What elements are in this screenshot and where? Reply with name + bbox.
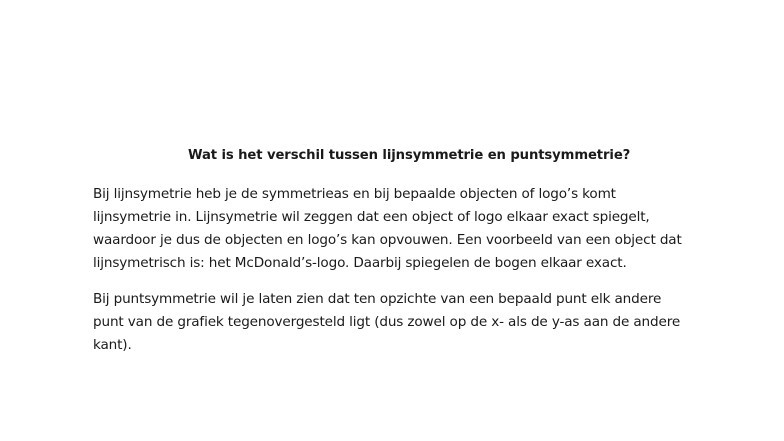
paragraph-line: lijnsymetrie in. Lijnsymetrie wil zeggen dat een object of logo elkaar exact spiegelt, (93, 209, 650, 225)
paragraph-line: waardoor je dus de objecten en logo’s kan opvouwen. Een voorbeeld van een object dat (93, 232, 682, 248)
paragraph-line: kant). (93, 337, 132, 353)
paragraph-line: lijnsymetrisch is: het McDonald’s-logo. Daarbij spiegelen de bogen elkaar exact. (93, 255, 627, 271)
slide-heading: Wat is het verschil tussen lijnsymmetrie en puntsymmetrie? (188, 148, 631, 163)
paragraph-line: Bij puntsymmetrie wil je laten zien dat ten opzichte van een bepaald punt elk andere (93, 291, 662, 307)
paragraph-line: punt van de grafiek tegenovergesteld ligt (dus zowel op de x- als de y-as aan de andere (93, 314, 681, 330)
paragraph-line: Bij lijnsymetrie heb je de symmetrieas en bij bepaalde objecten of logo’s komt (93, 186, 616, 202)
paragraph-point-symmetry (93, 288, 723, 357)
paragraph-line-symmetry (93, 183, 723, 275)
